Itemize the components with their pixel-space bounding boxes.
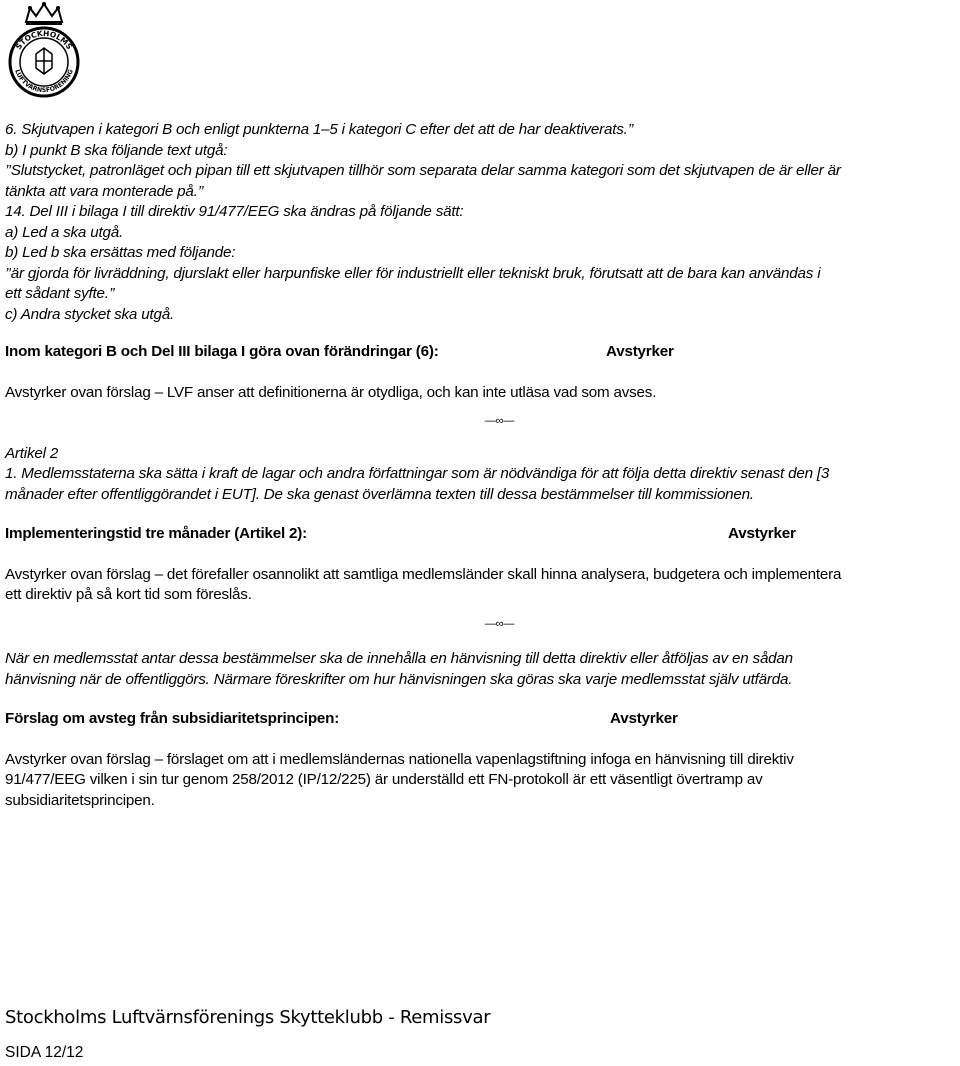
text-line: ’’är gjorda för livräddning, djurslakt eller harpunfiske eller för industriellt eller tekniskt bruk, förutsatt att de bara kan användas i [5, 264, 821, 282]
section-heading [5, 524, 954, 545]
text-line: ett sådant syfte.’’ [5, 285, 115, 302]
crown-icon [26, 2, 62, 25]
heading-label: Inom kategori B och Del III bilaga I göra ovan förändringar (6): [5, 343, 439, 360]
page-number: SIDA 12/12 [5, 1044, 84, 1061]
text-line: 91/477/EEG vilken i sin tur genom 258/2012 (IP/12/225) är underställd ett FN-protokoll är ett väsentligt övertramp av [5, 771, 763, 788]
verdict-label: Avstyrker [610, 710, 678, 727]
article-title: Artikel 2 [5, 444, 59, 462]
text-line: 14. Del III i bilaga I till direktiv 91/477/EEG ska ändras på följande sätt: [5, 203, 464, 220]
text-line: månader efter offentliggörandet i EUT]. De ska genast överlämna texten till dessa bestämmelser till kommissionen. [5, 485, 754, 503]
section-heading [5, 342, 954, 363]
heading-label: Förslag om avsteg från subsidiaritetsprincipen: [5, 710, 340, 727]
text-line: 1. Medlemsstaterna ska sätta i kraft de lagar och andra författningar som är nödvändiga för att följa detta direktiv senast den [3 [5, 465, 830, 482]
text-line: subsidiaritetsprincipen. [5, 791, 155, 809]
paragraph: Avstyrker ovan förslag – LVF anser att definitionerna är otydliga, och kan inte utläsa vad som avses. [5, 383, 657, 401]
club-logo [4, 2, 84, 98]
text-line: b) I punkt B ska följande text utgå: [5, 141, 228, 159]
text-line: c) Andra stycket ska utgå. [5, 305, 174, 323]
section-heading [5, 709, 954, 730]
text-line: ett direktiv på så kort tid som föreslås. [5, 586, 252, 603]
footer-title: Stockholms Luftvärnsförenings Skytteklubb - Remissvar [5, 1007, 491, 1028]
verdict-label: Avstyrker [606, 343, 674, 360]
separator: —∞— [484, 415, 515, 427]
text-line: b) Led b ska ersättas med följande: [5, 244, 236, 261]
text-line: ’’Slutstycket, patronläget och pipan till ett skjutvapen tillhör som separata delar samma kategori som det skjutvapen de är eller är [5, 162, 841, 179]
svg-text:LUFTVÄRNSFÖRENING: LUFTVÄRNSFÖRENING [13, 68, 75, 95]
text-line: Avstyrker ovan förslag – det förefaller osannolikt att samtliga medlemsländer skall hinna analysera, budgetera och implementera [5, 565, 842, 583]
text-line: hänvisning när de offentliggörs. Närmare föreskrifter om hur hänvisningen ska göras ska varje medlemsstat själv utfärda. [5, 670, 793, 688]
text-line: a) Led a ska utgå. [5, 223, 123, 241]
heading-label: Implementeringstid tre månader (Artikel 2): [5, 525, 307, 542]
emblem-icon [36, 48, 52, 74]
document-body [5, 120, 954, 811]
text-line: När en medlemsstat antar dessa bestämmelser ska de innehålla en hänvisning till detta direktiv eller åtföljas av en sådan [5, 650, 793, 667]
separator: —∞— [484, 617, 515, 630]
text-line: Avstyrker ovan förslag – förslaget om att i medlemsländernas nationella vapenlagstiftning infoga en hänvisning till direktiv [5, 750, 794, 768]
verdict-label: Avstyrker [728, 525, 796, 542]
text-line: 6. Skjutvapen i kategori B och enligt punkterna 1–5 i kategori C efter det att de har deaktiverats.’’ [5, 121, 634, 138]
text-line: tänkta att vara monterade på.’’ [5, 182, 204, 200]
svg-text:STOCKHOLMS: STOCKHOLMS [13, 28, 75, 52]
